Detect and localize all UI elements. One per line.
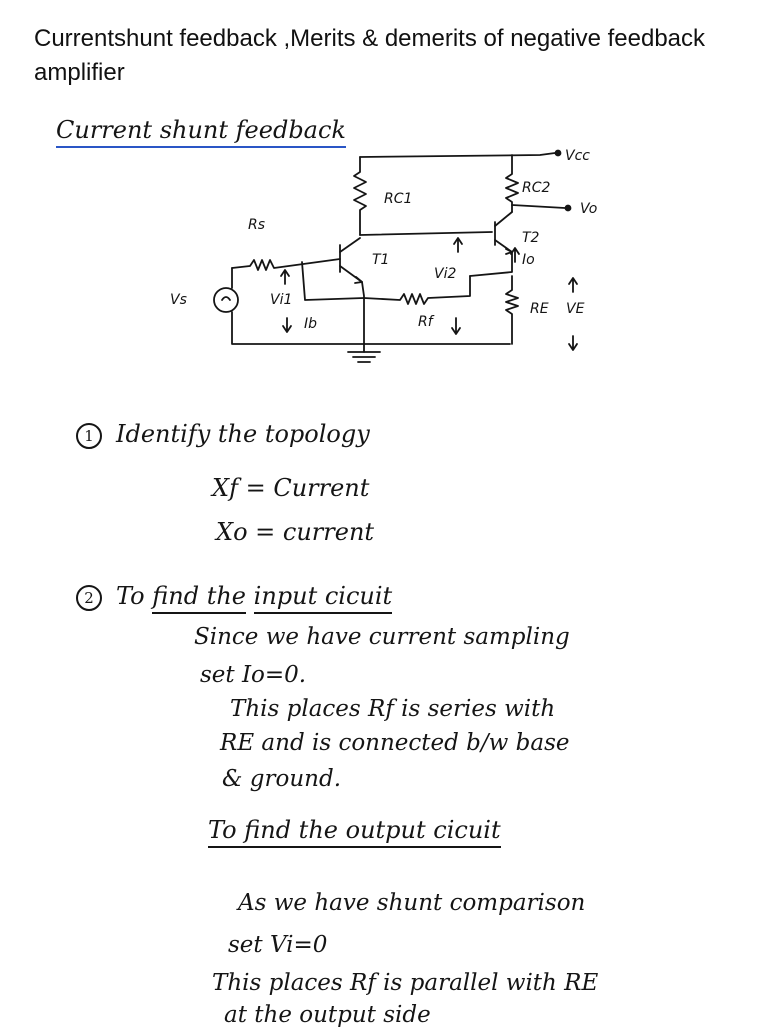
vcc-label: Vcc	[565, 148, 590, 164]
ve-label: VE	[566, 301, 585, 317]
ib-label: Ib	[304, 316, 318, 332]
step2-number: 2	[76, 585, 102, 611]
step1-line1: Xf = Current	[212, 474, 370, 502]
step2-line2: set Io=0.	[200, 662, 307, 688]
step2-title: 2 To find the input cicuit	[76, 582, 392, 611]
circuit-diagram	[0, 0, 768, 400]
step2-line5: & ground.	[222, 766, 342, 792]
step2-line6: As we have shunt comparison	[238, 890, 586, 916]
page-title: Currentshunt feedback ,Merits & demerits of negative feedback amplifier	[34, 25, 706, 86]
io-label: Io	[522, 252, 535, 268]
t2-label: T2	[522, 230, 540, 246]
rc1-label: RC1	[384, 191, 413, 207]
vs-label: Vs	[170, 292, 187, 308]
step2-line7: set Vi=0	[228, 932, 328, 958]
vi2-label: Vi2	[434, 266, 457, 282]
vi1-label: Vi1	[270, 292, 293, 308]
step1-title: 1 Identify the topology	[76, 420, 370, 449]
section-heading: Current shunt feedback	[56, 116, 346, 144]
step2-line8: This places Rf is parallel with RE	[212, 970, 599, 996]
t1-label: T1	[372, 252, 390, 268]
rs-label: Rs	[248, 217, 266, 233]
vo-label: Vo	[580, 201, 598, 217]
rc2-label: RC2	[522, 180, 551, 196]
step2-line3: This places Rf is series with	[230, 696, 556, 722]
step1-line2: Xo = current	[216, 518, 375, 546]
step2-line1: Since we have current sampling	[194, 624, 570, 650]
step2-line4: RE and is connected b/w base	[220, 730, 570, 756]
step1-number: 1	[76, 423, 102, 449]
re-label: RE	[530, 301, 549, 317]
rf-label: Rf	[418, 314, 433, 330]
output-circuit-title: To find the output cicuit	[208, 816, 501, 844]
step2-line9: at the output side	[224, 1002, 431, 1028]
